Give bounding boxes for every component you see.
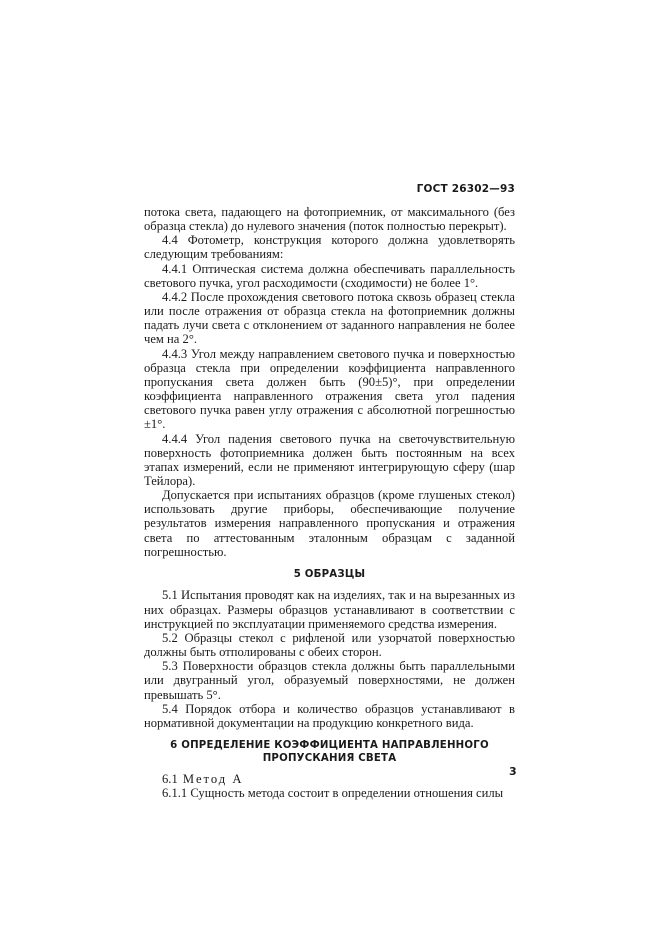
section-6-title [144,739,515,766]
paragraph-6-1 [144,772,515,786]
paragraph-4-4: 4.4 Фотометр, конструкция которого должна удовлетворять следующим требованиям: [144,233,515,262]
paragraph-5-2: 5.2 Образцы стекол с рифленой или узорчатой поверхностью должны быть отполированы с обеих сторон. [144,630,515,660]
paragraph-5-1: 5.1 Испытания проводят как на изделиях, так и на вырезанных из них образцах. Размеры образцов устанавливают в соответствии с инструкцией по эксплуатации применяемого средства измерения. [144,588,515,631]
section-6-title-line1: 6 ОПРЕДЕЛЕНИЕ КОЭФФИЦИЕНТА НАПРАВЛЕННОГО [170,739,489,751]
section-5-title: 5 ОБРАЗЦЫ [293,568,366,580]
paragraph-5-4: 5.4 Порядок отбора и количество образцов устанавливают в нормативной документации на продукцию конкретного вида. [144,701,515,730]
paragraph-4-4-2: 4.4.2 После прохождения светового потока сквозь образец стекла или после отражения от образца стекла на фотоприемник должны падать лучи света с отклонением от заданного направления не более чем на 2°. [144,289,515,347]
paragraph-4-4-1: 4.4.1 Оптическая система должна обеспечивать параллельность светового пучка, угол расходимости (сходимости) не более 1°. [144,261,515,290]
paragraph-6-1-label: Метод А [182,771,244,786]
document-body [144,205,515,800]
page-number: 3 [509,765,517,778]
paragraph-4-4-4: 4.4.4 Угол падения светового пучка на светочувствительную поверхность фотоприемника должен быть постоянным на всех этапах измерений, если не применяют интегрирующую сферу (шар Тейлора). [144,431,515,488]
paragraph-continuation: потока света, падающего на фотоприемник, от максимального (без образца стекла) до нулевого значения (поток полностью перекрыт). [144,205,515,234]
paragraph-6-1-number: 6.1 [162,771,178,786]
paragraph-6-1-1: 6.1.1 Сущность метода состоит в определении отношения силы [162,786,504,801]
section-6-title-line2: ПРОПУСКАНИЯ СВЕТА [262,753,397,765]
document-header: ГОСТ 26302—93 [416,183,515,195]
paragraph-5-3: 5.3 Поверхности образцов стекла должны быть параллельными или двугранный угол, образуемый поверхностями, не должен превышать 5°. [144,659,515,702]
paragraph-allowed-devices: Допускается при испытаниях образцов (кроме глушеных стекол) использовать другие приборы, обеспечивающие получение результатов измерения направленного пропускания и отражения света по аттестованным эталонным образцам с заданной погрешностью. [144,488,515,559]
paragraph-4-4-3: 4.4.3 Угол между направлением светового пучка и поверхностью образца стекла при определении коэффициента направленного пропускания света должен быть (90±5)°, при определении коэффициента направленного отражения света угол падения светового пучка равен углу отражения с абсолютной погрешностью ±1°. [144,346,515,432]
